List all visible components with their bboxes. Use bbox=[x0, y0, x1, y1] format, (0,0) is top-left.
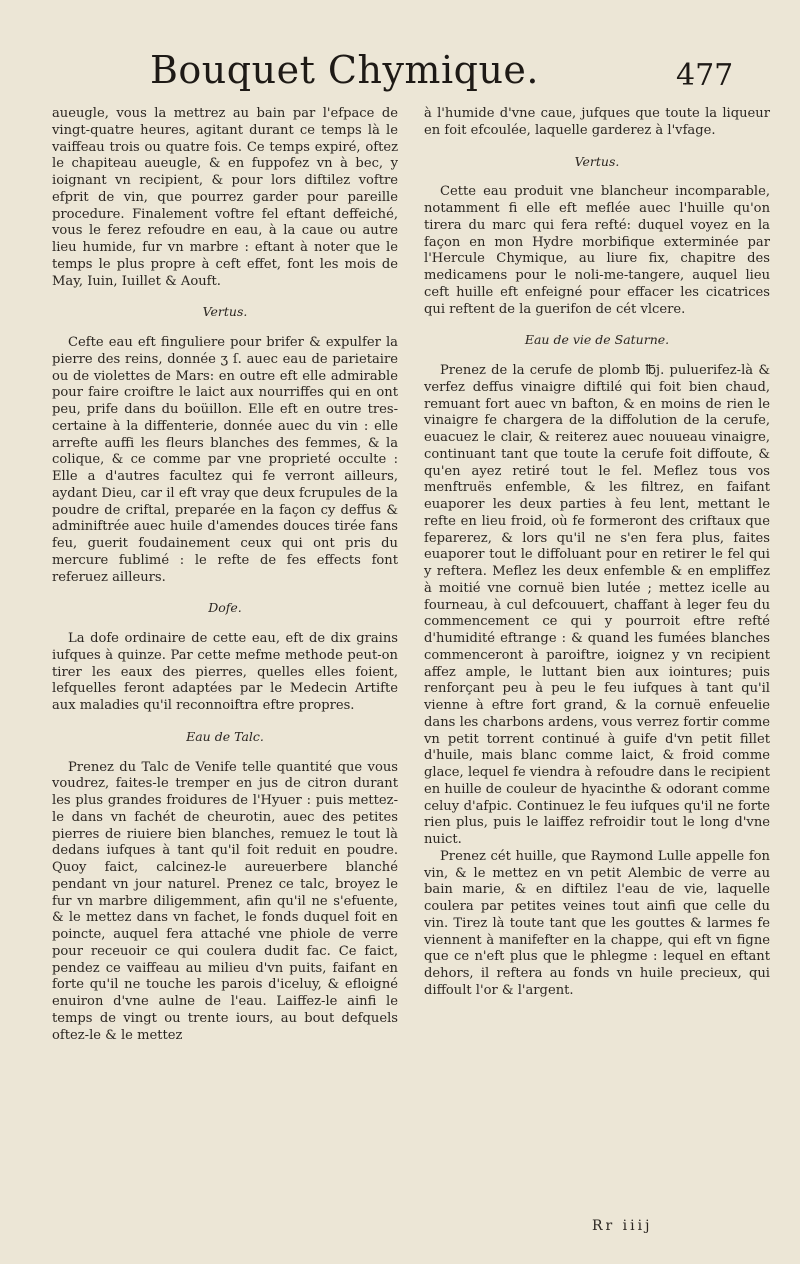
paragraph: Prenez du Talc de Venife telle quantité que vous voudrez, faites-le tremper en jus de citron durant les plus grandes froidures de l'Hyuer : puis mettez-le dans vn fachét de cheurotin, auec des petites pierres de riuiere bien blanches, remuez le tout là dedans iufques à tant qu'il foit reduit en poudre. Quoy faict, calcinez-le aureuerbere blanché pendant vn jour naturel. Prenez ce talc, broyez le fur vn marbre diligemment, afin qu'il ne s'efuente, & le mettez dans vn fachet, le fonds duquel foit en poincte, auquel fera attaché vne phiole de verre pour receuoir ce qui coulera dudit fac. Ce faict, pendez ce vaiffeau au milieu d'vn puits, faifant en forte qu'il ne touche les parois d'iceluy, & efloigné enuiron d'vne aulne de l'eau. Laiffez-le ainfi le temps de vingt ou trente iours, au bout defquels oftez-le & le mettez bbox=[52, 759, 398, 1043]
paragraph: Cette eau produit vne blancheur incomparable, notamment fi elle eft meflée auec l'huille qu'on tirera du marc qui fera refté: duquel voyez en la façon en mon Hydre morbifique exterminée par l'Hercule Chymique, au liure fix, chapitre des medicamens pour le noli-me-tangere, auquel lieu ceft huille eft enfeigné pour effacer les cicatrices qui reftent de la guerifon de cét vlcere. bbox=[424, 184, 770, 317]
right-column bbox=[424, 106, 770, 1000]
left-column bbox=[52, 106, 398, 1044]
paragraph: Prenez de la cerufe de plomb ℔j. puluerifez-là & verfez deffus vinaigre diftilé qui foit bien chaud, remuant fort auec vn bafton, & en moins de rien le vinaigre fe chargera de la diffolution de la cerufe, euacuez le clair, & reiterez auec nouueau vinaigre, continuant tant que toute la cerufe foit diffoute, & qu'en ayez retiré tout le fel. Meflez tous vos menftruës enfemble, & les filtrez, en faifant euaporer les deux parties à feu lent, mettant le refte en lieu froid, où fe formeront des criftaux que feparerez, & lors qu'il ne s'en fera plus, faites euaporer tout le diffoluant pour en retirer le fel qui y reftera. Meflez les deux enfemble & en empliffez à moitié vne cornuë bien lutée ; mettez icelle au fourneau, à cul defcouuert, chaffant à leger feu du commencement ce qui y pourroit eftre refté d'humidité eftrange : & quand les fumées blanches commenceront à paroiftre, ioignez y vn recipient affez ample, le luttant bien aux iointures; puis renforçant peu à peu le feu iufques à tant qu'il vienne à eftre fort grand, & la cornuë enfeuelie dans les charbons ardens, vous verrez fortir comme vn petit torrent continué à guife d'vn petit fillet d'huile, mais blanc comme laict, & froid comme glace, lequel fe viendra à refoudre dans le recipient en huille de couleur de hyacinthe & odorant comme celuy d'afpic. Continuez le feu iufques qu'il ne forte rien plus, puis le laiffez refroidir tout le long d'vne nuict. bbox=[424, 363, 770, 847]
section-heading-vertus: Vertus. bbox=[202, 304, 248, 320]
signature-mark: Rr iiij bbox=[592, 1218, 653, 1234]
paragraph: Cefte eau eft finguliere pour brifer & expulfer la pierre des reins, donnée ʒ ſ. auec eau de parietaire ou de violettes de Mars: en outre eft elle admirable pour faire croiftre le laict aux nourriffes qui en ont peu, prife dans du boüillon. Elle eft en outre tres-certaine à la diffenterie, donnée auec du vin : elle arrefte auffi les fleurs blanches des femmes, & la colique, & ce comme par vne proprieté occulte : Elle a d'autres facultez qui fe verront ailleurs, aydant Dieu, car il eft vray que deux fcrupules de la poudre de criftal, preparée en la façon cy deffus & adminiftrée auec huile d'amendes douces tirée fans feu, guerit foudainement ceux qui ont pris du mercure fublimé : le refte de fes effects font referuez ailleurs. bbox=[52, 335, 398, 585]
paragraph: La dofe ordinaire de cette eau, eft de dix grains iufques à quinze. Par cette mefme methode peut-on tirer les eaux des pierres, quelles elles foient, lefquelles feront adaptées par le Medecin Artifte aux maladies qu'il reconnoiftra eftre propres. bbox=[52, 631, 398, 713]
running-title: Bouquet Chymique. bbox=[150, 48, 539, 92]
paragraph: aueugle, vous la mettrez au bain par l'efpace de vingt-quatre heures, agitant durant ce temps là le vaiffeau trois ou quatre fois. Ce temps expiré, oftez le chapiteau aueugle, & en fuppofez vn à bec, y ioignant vn recipient, & pour lors diftilez voftre efprit de vin, que pourrez garder pour pareille procedure. Finalement voftre fel eftant deffeiché, vous le ferez refoudre en eau, à la caue ou autre lieu humide, fur vn marbre : eftant à noter que le temps le plus propre à ceft effet, font les mois de May, Iuin, Iuillet & Aouft. bbox=[52, 106, 398, 289]
section-heading-saturne: Eau de vie de Saturne. bbox=[524, 332, 670, 348]
paragraph: Prenez cét huille, que Raymond Lulle appelle fon vin, & le mettez en vn petit Alembic de verre au bain marie, & en diftilez l'eau de vie, laquelle coulera par petites veines tout ainfi que celle du vin. Tirez là toute tant que les gouttes & larmes fe viennent à manifefter en la chappe, qui eft vn figne que ce n'eft plus que le phlegme : lequel en eftant dehors, il reftera au fonds vn huile precieux, qui diffoult l'or & l'argent. bbox=[424, 848, 770, 998]
paragraph: à l'humide d'vne caue, jufques que toute la liqueur en foit efcoulée, laquelle garderez à l'vfage. bbox=[424, 106, 770, 138]
section-heading-talc: Eau de Talc. bbox=[186, 728, 264, 744]
page-header bbox=[0, 42, 800, 98]
section-heading-vertus: Vertus. bbox=[574, 153, 620, 169]
section-heading-dose: Dofe. bbox=[208, 600, 242, 616]
page-number: 477 bbox=[676, 58, 734, 93]
